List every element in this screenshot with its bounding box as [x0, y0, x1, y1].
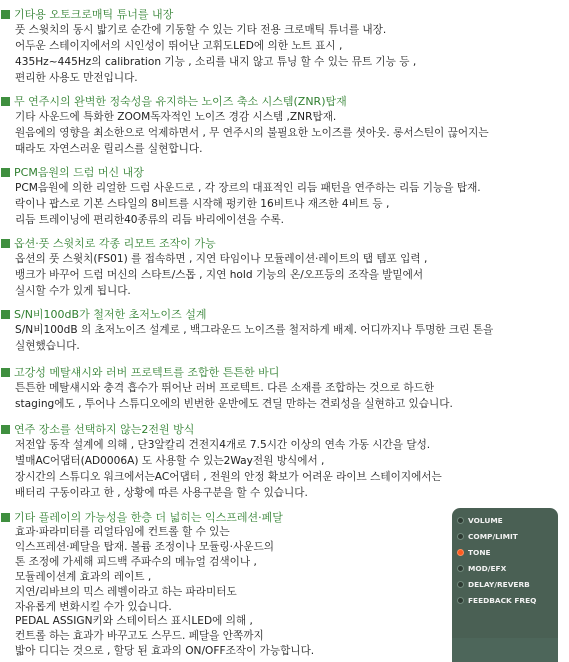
led-active-icon — [457, 549, 464, 556]
body-line: S/N비100dB 의 초저노이즈 설계로 , 백그라운드 노이즈를 철저하게 배제. 어디까지나 투명한 크린 톤을 — [15, 324, 494, 336]
pedal-base — [452, 638, 558, 662]
section-heading — [0, 308, 569, 322]
section-heading — [0, 95, 569, 109]
body-line: 효과·파라미터를 리얼타임에 컨트롤 할 수 있는 — [15, 526, 230, 538]
body-line: staging에도 , 투어나 스튜디오에의 빈번한 운반에도 견딜 만하는 견뢰성을 실현하고 있습니다. — [15, 398, 453, 410]
pedal-item-label: FEEDBACK FREQ — [468, 596, 537, 605]
section-body — [0, 22, 569, 86]
section-body — [0, 380, 569, 412]
section-body — [0, 180, 569, 228]
led-icon — [457, 565, 464, 572]
body-line: PEDAL ASSIGN키와 스테이터스 표시LED에 의해 , — [15, 615, 253, 628]
body-line: 밟아 디디는 것으로 , 할당 된 효과의 ON/OFF조작이 가능합니다. — [15, 645, 315, 658]
pedal-item-label: TONE — [468, 548, 491, 557]
green-square-bullet-icon — [1, 310, 10, 319]
section-heading-text: 기타용 오토크로매틱 튜너를 내장 — [14, 8, 174, 21]
led-icon — [457, 581, 464, 588]
green-square-bullet-icon — [1, 10, 10, 19]
body-line: 옵션의 풋 스윗치(FS01) 를 접속하면 , 지연 타임이나 모듈레이션·레이트의 탭 템포 입력 , — [15, 253, 428, 265]
section-heading-text: 무 연주시의 완벽한 정숙성을 유지하는 노이즈 축소 시스템(ZNR)탑재 — [14, 95, 347, 108]
body-line: 지연/리바브의 믹스 레벨이라고 하는 파라미터도 — [15, 585, 237, 598]
section-body — [0, 109, 569, 157]
body-line: 실현했습니다. — [15, 340, 80, 352]
section-heading — [0, 423, 569, 437]
green-square-bullet-icon — [1, 368, 10, 377]
section-heading-text: S/N비100dB가 철저한 초저노이즈 설계 — [14, 308, 207, 321]
section-heading — [0, 366, 569, 380]
pedal-item-label: MOD/EFX — [468, 564, 507, 573]
feature-section-tuner — [0, 8, 569, 86]
body-line: 어두운 스테이지에서의 시인성이 뛰어난 고휘도LED에 의한 노트 표시 , — [15, 40, 343, 52]
body-line: 때라도 자연스러운 릴리스를 실현합니다. — [15, 143, 203, 155]
body-line: 뱅크가 바꾸어 드럼 머신의 스타트/스톱 , 지연 hold 기능의 온/오프등의 조작을 발밑에서 — [15, 269, 424, 281]
body-line: 모듈레이션계 효과의 레이트 , — [15, 570, 152, 583]
body-line: 원음에의 영향을 최소한으로 억제하면서 , 무 연주시의 불필요한 노이즈를 셧아웃. 롱서스틴이 끊어지는 — [15, 127, 489, 139]
body-line: 기타 사운드에 특화한 ZOOM독자적인 노이즈 경감 시스템 ,ZNR탑재. — [15, 111, 337, 123]
pedal-item-label: VOLUME — [468, 516, 503, 525]
green-square-bullet-icon — [1, 97, 10, 106]
section-body — [0, 251, 569, 299]
body-line: 락이나 팝스로 기본 스타일의 8비트를 시작해 펑키한 16비트나 재즈한 4비트 등 , — [15, 198, 390, 210]
section-heading-text: 연주 장소를 선택하지 않는2전원 방식 — [14, 423, 195, 436]
feature-section-footswitch — [0, 237, 569, 299]
body-line: 풋 스윗치의 동시 밟기로 순간에 기동할 수 있는 기타 전용 크로매틱 튜너를 내장. — [15, 24, 387, 36]
body-line: 익스프레션·페달을 탑재. 볼륨 조정이나 모듈링·사운드의 — [15, 540, 274, 553]
section-body — [0, 437, 569, 501]
pedal-assign-panel-image — [452, 508, 558, 662]
body-line: PCM음원에 의한 리얼한 드럼 사운드로 , 각 장르의 대표적인 리듬 패턴을 연주하는 리듬 기능을 탑재. — [15, 182, 481, 194]
green-square-bullet-icon — [1, 425, 10, 434]
section-heading — [0, 166, 569, 180]
section-heading — [0, 8, 569, 22]
green-square-bullet-icon — [1, 239, 10, 248]
body-line: 별매AC어댑터(AD0006A) 도 사용할 수 있는2Way전원 방식에서 , — [15, 455, 325, 467]
section-heading-text: 옵션·풋 스윗치로 각종 리모트 조작이 가능 — [14, 237, 216, 250]
section-heading-text: PCM음원의 드럼 머신 내장 — [14, 166, 144, 179]
body-line: 컨트롤 하는 효과가 바꾸고도 스무드. 페달을 안쪽까지 — [15, 630, 264, 643]
body-line: 톤 조정에 가세해 피드백 주파수의 메뉴얼 검색이나 , — [15, 555, 257, 568]
section-heading — [0, 237, 569, 251]
section-body — [0, 322, 569, 354]
feature-section-drum-machine — [0, 166, 569, 228]
feature-section-power — [0, 423, 569, 501]
pedal-item-label: COMP/LIMIT — [468, 532, 518, 541]
section-heading-text: 기타 플레이의 가능성을 한층 더 넓히는 익스프레션·페달 — [14, 511, 283, 524]
body-line: 튼튼한 메탈섀시와 충격 흡수가 뛰어난 러버 프로텍트. 다른 소재를 조합하는 것으로 하드한 — [15, 382, 435, 394]
led-icon — [457, 533, 464, 540]
body-line: 배터리 구동이라고 한 , 상황에 따른 사용구분을 할 수 있습니다. — [15, 487, 308, 499]
green-square-bullet-icon — [1, 513, 10, 522]
body-line: 435Hz~445Hz의 calibration 기능 , 소리를 내지 않고 튜닝 할 수 있는 뮤트 기능 등 , — [15, 56, 417, 68]
body-line: 편리한 사용도 만전입니다. — [15, 72, 138, 84]
body-line: 리듬 트레이닝에 편리한40종류의 리듬 바리에이션을 수록. — [15, 214, 285, 226]
feature-section-noise-reduction — [0, 95, 569, 157]
led-icon — [457, 517, 464, 524]
green-square-bullet-icon — [1, 168, 10, 177]
feature-section-body — [0, 366, 569, 412]
pedal-item-label: DELAY/REVERB — [468, 580, 530, 589]
body-line: 자유롭게 변화시킬 수가 있습니다. — [15, 600, 172, 613]
body-line: 실시할 수가 있게 됩니다. — [15, 285, 131, 297]
feature-section-low-noise — [0, 308, 569, 354]
body-line: 장시간의 스튜디오 워크에서는AC어댑터 , 전원의 안정 확보가 어려운 라이브 스테이지에서는 — [15, 471, 442, 483]
section-heading-text: 고강성 메탈섀시와 러버 프로텍트를 조합한 튼튼한 바디 — [14, 366, 280, 379]
led-icon — [457, 597, 464, 604]
body-line: 저전압 동작 설계에 의해 , 단3알칼리 건전지4개로 7.5시간 이상의 연속 가동 시간을 달성. — [15, 439, 431, 451]
